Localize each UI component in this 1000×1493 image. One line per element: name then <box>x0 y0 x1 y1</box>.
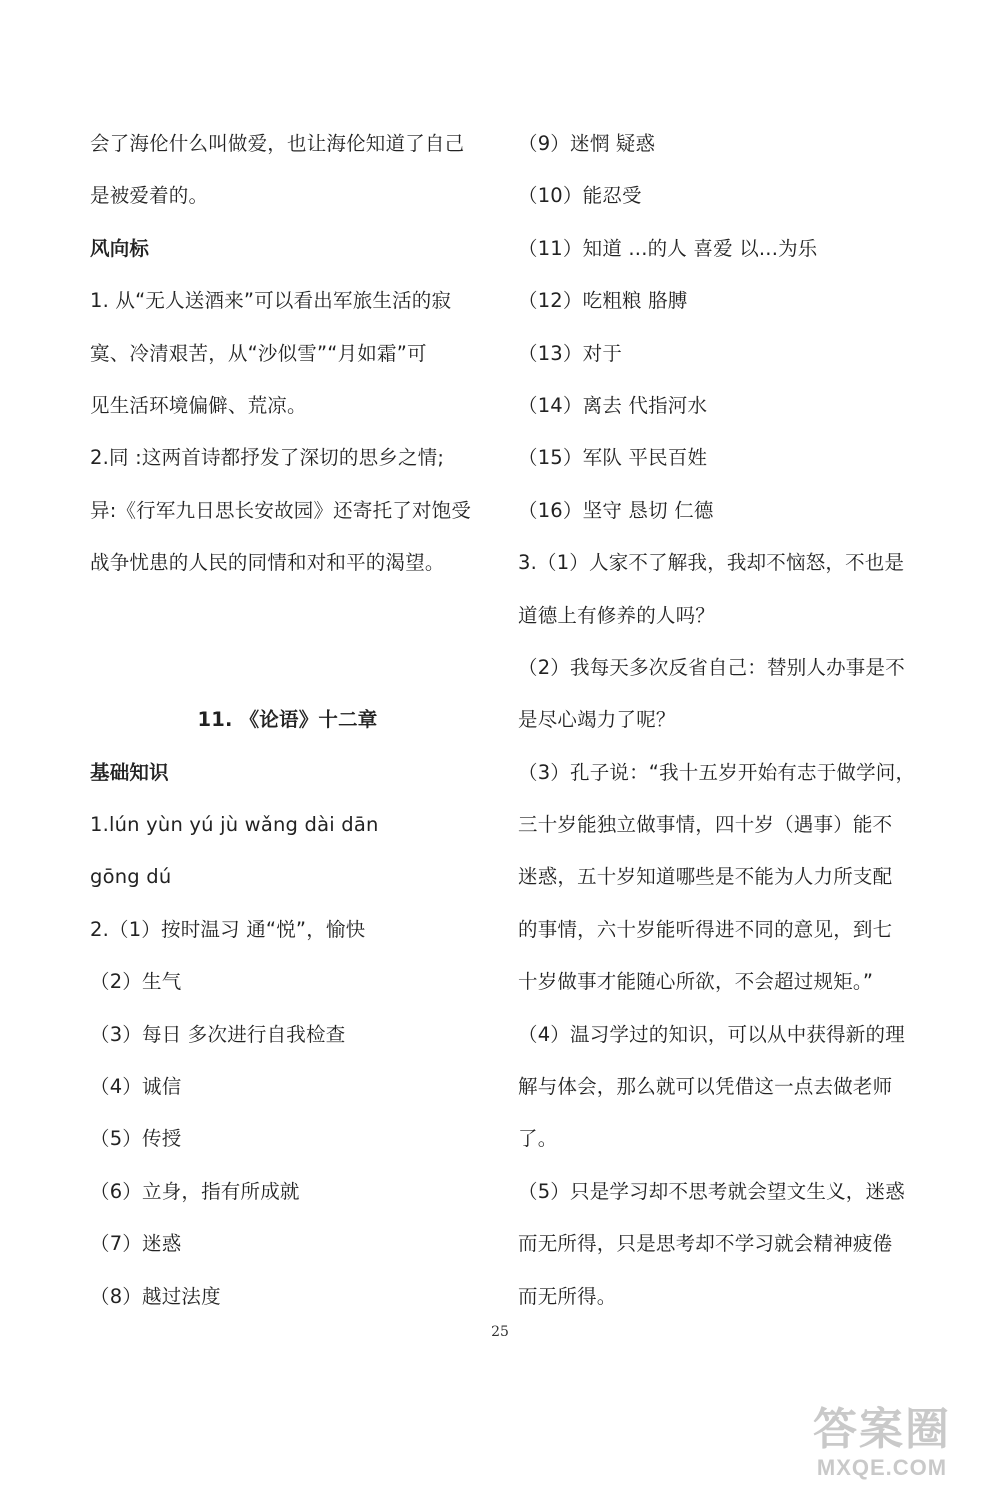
right-line-20: 了。 <box>518 1127 558 1151</box>
left-column <box>90 118 485 1323</box>
fengxiangbiao-line-2: 寞、冷清艰苦，从“沙似雪”“月如霜”可 <box>90 341 427 365</box>
jichu-line-7: （5）传授 <box>90 1127 182 1151</box>
fengxiangbiao-line-6: 战争忧患的人民的同情和对和平的渴望。 <box>90 551 445 575</box>
section-heading-jichu: 基础知识 <box>90 760 169 784</box>
jichu-line-10: （8）越过法度 <box>90 1284 221 1308</box>
watermark-logo <box>782 1405 982 1481</box>
right-line-4: （12）吃粗粮 胳膊 <box>518 289 688 313</box>
right-line-23: 而无所得。 <box>518 1284 617 1308</box>
jichu-line-9: （7）迷惑 <box>90 1232 182 1256</box>
fengxiangbiao-line-3: 见生活环境偏僻、荒凉。 <box>90 393 307 417</box>
intro-line-2: 是被爱着的。 <box>90 184 209 208</box>
right-line-16: 的事情，六十岁能听得进不同的意见，到七 <box>518 917 893 941</box>
watermark-main-text: 答案圈 <box>813 1405 951 1454</box>
jichu-line-5: （3）每日 多次进行自我检查 <box>90 1022 346 1046</box>
section-heading-fengxiangbiao: 风向标 <box>90 236 150 260</box>
chapter-title: 11. 《论语》十二章 <box>197 708 378 732</box>
page-number: 25 <box>491 1324 509 1340</box>
watermark-sub-text: MXQE.COM <box>816 1455 948 1480</box>
jichu-line-3: 2.（1）按时温习 通“悦”，愉快 <box>90 917 366 941</box>
right-line-7: （15）军队 平民百姓 <box>518 446 708 470</box>
right-line-12: 是尽心竭力了呢？ <box>518 708 676 732</box>
right-line-13: （3）孔子说：“我十五岁开始有志于做学问， <box>518 760 916 784</box>
fengxiangbiao-line-5: 异:《行军九日思长安故园》还寄托了对饱受 <box>90 498 472 522</box>
right-column <box>518 118 918 1323</box>
right-line-8: （16）坚守 恳切 仁德 <box>518 498 714 522</box>
jichu-line-6: （4）诚信 <box>90 1075 182 1099</box>
section-spacer <box>90 590 485 695</box>
right-line-6: （14）离去 代指河水 <box>518 393 708 417</box>
jichu-line-4: （2）生气 <box>90 970 182 994</box>
right-line-1: （9）迷惘 疑惑 <box>518 132 656 155</box>
right-line-9: 3.（1）人家不了解我，我却不恼怒，不也是 <box>518 551 905 575</box>
fengxiangbiao-line-4: 2.同 :这两首诗都抒发了深切的思乡之情; <box>90 446 445 470</box>
right-line-2: （10）能忍受 <box>518 184 642 208</box>
jichu-line-1: 1.lún yùn yú jù wǎng dài dān <box>90 813 379 837</box>
right-line-3: （11）知道 ...的人 喜爱 以...为乐 <box>518 236 818 260</box>
jichu-line-2: gōng dú <box>90 865 172 889</box>
right-line-19: 解与体会，那么就可以凭借这一点去做老师 <box>518 1075 893 1099</box>
fengxiangbiao-line-1: 1. 从“无人送酒来”可以看出军旅生活的寂 <box>90 289 452 313</box>
right-line-17: 十岁做事才能随心所欲，不会超过规矩。” <box>518 970 874 994</box>
right-line-21: （5）只是学习却不思考就会望文生义，迷惑 <box>518 1179 905 1203</box>
right-line-18: （4）温习学过的知识，可以从中获得新的理 <box>518 1022 905 1046</box>
intro-line-1: 会了海伦什么叫做爱，也让海伦知道了自己 <box>90 132 465 155</box>
right-line-22: 而无所得，只是思考却不学习就会精神疲倦 <box>518 1232 893 1256</box>
jichu-line-8: （6）立身，指有所成就 <box>90 1179 300 1203</box>
right-line-14: 三十岁能独立做事情，四十岁（遇事）能不 <box>518 813 893 837</box>
right-line-15: 迷惑，五十岁知道哪些是不能为人力所支配 <box>518 865 893 889</box>
right-line-11: （2）我每天多次反省自己：替别人办事是不 <box>518 655 905 679</box>
right-line-10: 道德上有修养的人吗？ <box>518 603 716 627</box>
right-line-5: （13）对于 <box>518 341 623 365</box>
